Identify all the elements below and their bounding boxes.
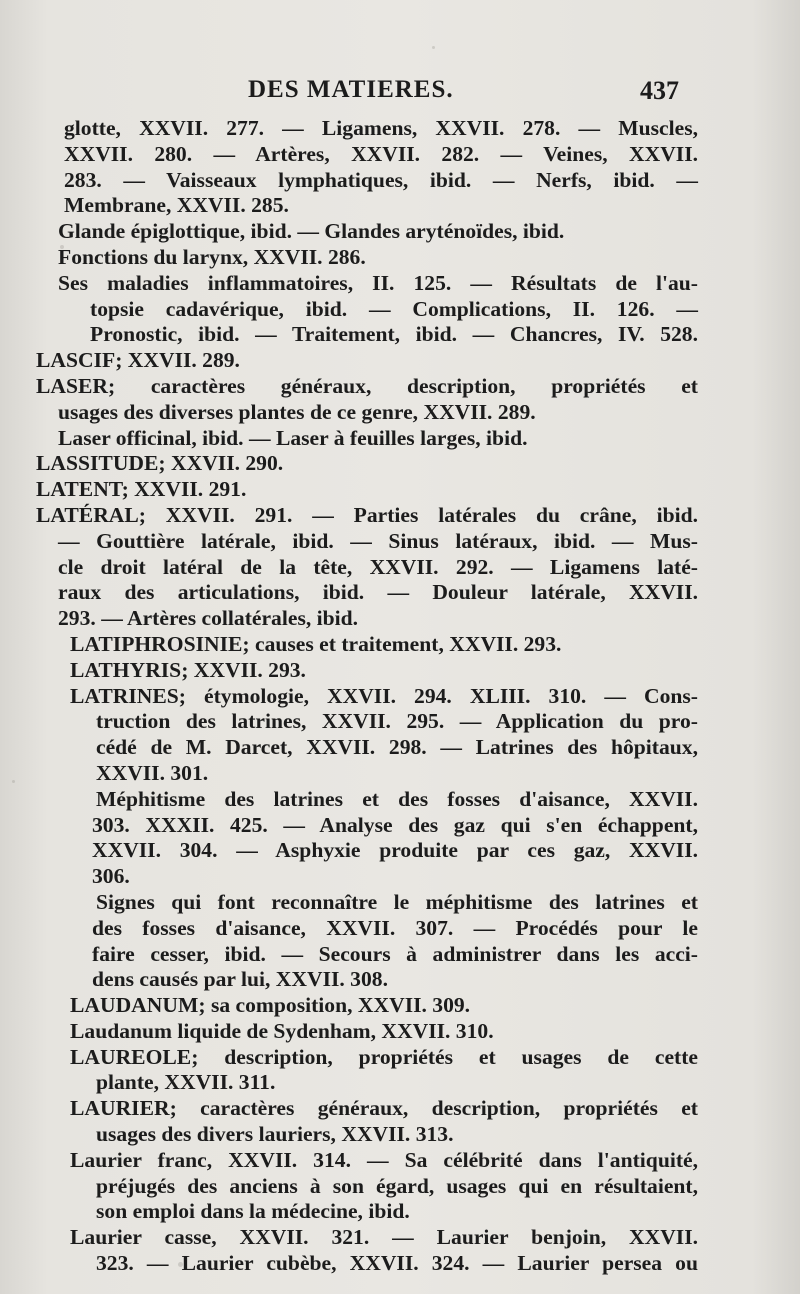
running-title: DES MATIERES. xyxy=(248,76,454,103)
index-line: Ses maladies inflammatoires, II. 125. — Résultats de l'au- xyxy=(58,270,698,295)
index-line: usages des divers lauriers, XXVII. 313. xyxy=(96,1122,454,1147)
index-line: préjugés des anciens à son égard, usages qui en résultaient, xyxy=(96,1173,698,1198)
index-line: raux des articulations, ibid. — Douleur latérale, XXVII. xyxy=(58,580,698,605)
index-line: Membrane, XXVII. 285. xyxy=(64,193,289,218)
index-line: 283. — Vaisseaux lymphatiques, ibid. — Nerfs, ibid. — xyxy=(64,167,698,192)
index-line: faire cesser, ibid. — Secours à administrer dans les acci- xyxy=(92,941,698,966)
index-line: XXVII. 304. — Asphyxie produite par ces gaz, XXVII. xyxy=(92,838,698,863)
index-line: Pronostic, ibid. — Traitement, ibid. — Chancres, IV. 528. xyxy=(90,322,698,347)
index-line: XXVII. 280. — Artères, XXVII. 282. — Veines, XXVII. xyxy=(64,141,698,166)
index-line: LASER; caractères généraux, description, propriétés et xyxy=(36,373,698,398)
index-line: LATHYRIS; XXVII. 293. xyxy=(70,657,306,682)
index-line: LASCIF; XXVII. 289. xyxy=(36,348,240,373)
index-line: LAUDANUM; sa composition, XXVII. 309. xyxy=(70,993,471,1018)
index-line: LATENT; XXVII. 291. xyxy=(36,477,247,502)
page-number: 437 xyxy=(640,76,679,105)
index-line: usages des diverses plantes de ce genre, XXVII. 289. xyxy=(58,399,536,424)
index-line: 306. xyxy=(92,864,130,889)
index-line: 293. — Artères collatérales, ibid. xyxy=(58,606,359,631)
index-line: Signes qui font reconnaître le méphitisme des latrines et xyxy=(96,889,698,914)
index-line: dens causés par lui, XXVII. 308. xyxy=(92,967,388,992)
index-line: LATÉRAL; XXVII. 291. — Parties latérales du crâne, ibid. xyxy=(36,502,698,527)
index-line: Fonctions du larynx, XXVII. 286. xyxy=(58,244,366,269)
index-line: Laurier franc, XXVII. 314. — Sa célébrité dans l'antiquité, xyxy=(70,1147,698,1172)
index-line: LAURIER; caractères généraux, description, propriétés et xyxy=(70,1096,698,1121)
index-line: Laser officinal, ibid. — Laser à feuilles larges, ibid. xyxy=(58,425,528,450)
index-line: 323. — Laurier cubèbe, XXVII. 324. — Laurier persea ou xyxy=(96,1251,698,1276)
index-line: cle droit latéral de la tête, XXVII. 292. — Ligamens laté- xyxy=(58,554,698,579)
index-line: topsie cadavérique, ibid. — Complications, II. 126. — xyxy=(90,296,698,321)
index-line: — Gouttière latérale, ibid. — Sinus latéraux, ibid. — Mus- xyxy=(58,528,698,553)
index-line: plante, XXVII. 311. xyxy=(96,1070,276,1095)
index-line: LATRINES; étymologie, XXVII. 294. XLIII. 310. — Cons- xyxy=(70,683,698,708)
index-line: Méphitisme des latrines et des fosses d'aisance, XXVII. xyxy=(96,786,698,811)
index-line: truction des latrines, XXVII. 295. — Application du pro- xyxy=(96,709,698,734)
index-line: glotte, XXVII. 277. — Ligamens, XXVII. 278. — Muscles, xyxy=(64,116,698,140)
index-entries xyxy=(30,116,698,1277)
index-line: cédé de M. Darcet, XXVII. 298. — Latrines des hôpitaux, xyxy=(96,735,698,760)
index-line: Glande épiglottique, ibid. — Glandes aryténoïdes, ibid. xyxy=(58,219,565,244)
index-line: Laudanum liquide de Sydenham, XXVII. 310. xyxy=(70,1018,494,1043)
index-line: LATIPHROSINIE; causes et traitement, XXVII. 293. xyxy=(70,631,562,656)
index-line: 303. XXXII. 425. — Analyse des gaz qui s'en échappent, xyxy=(92,812,698,837)
index-line: Laurier casse, XXVII. 321. — Laurier benjoin, XXVII. xyxy=(70,1225,698,1250)
index-line: LAUREOLE; description, propriétés et usages de cette xyxy=(70,1044,698,1069)
index-line: des fosses d'aisance, XXVII. 307. — Procédés pour le xyxy=(92,915,698,940)
index-line: XXVII. 301. xyxy=(96,760,209,785)
index-line: LASSITUDE; XXVII. 290. xyxy=(36,451,284,476)
index-line: son emploi dans la médecine, ibid. xyxy=(96,1199,410,1224)
page-header xyxy=(0,74,800,114)
